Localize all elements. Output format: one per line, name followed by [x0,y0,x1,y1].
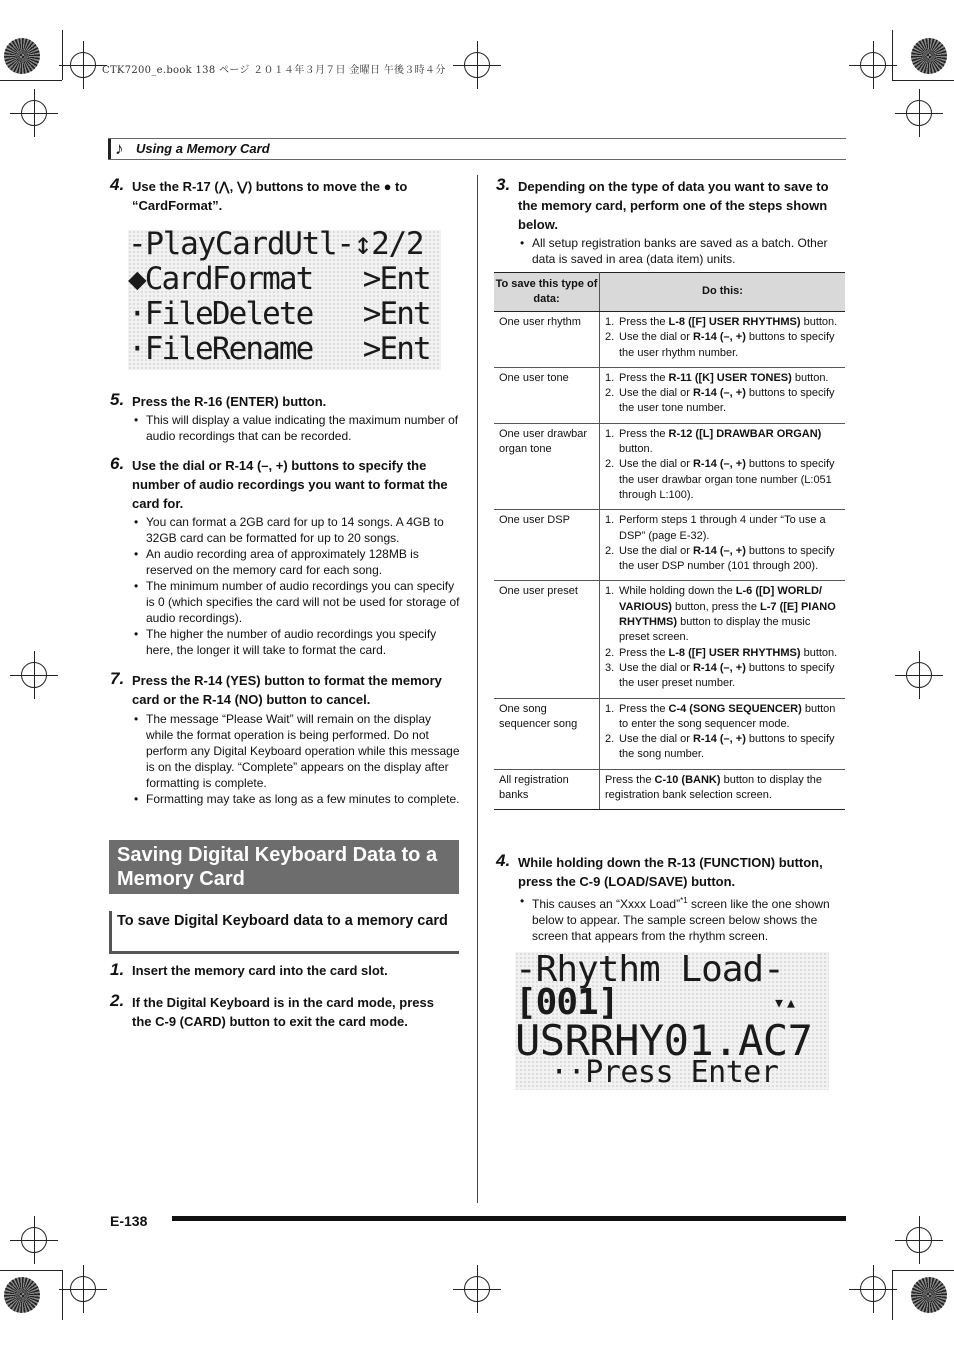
instructions-cell [600,510,846,581]
registration-mark [860,52,886,78]
instruction-text: Use the dial or [619,331,693,344]
bullet-item: • An audio recording area of approximately 128MB is reserved on the memory card for each song. [132,546,460,578]
color-target-top-right [911,38,947,74]
bullet-list [518,893,848,944]
instruction-text: While holding down the [619,585,736,598]
registration-mark [464,52,490,78]
step-text: Press the R-16 (ENTER) button. [132,394,327,409]
lcd-screen-card-util [128,230,441,370]
lcd-line: ·FileRename >Ent [128,331,430,367]
instruction-text: Use the dial or [619,733,693,746]
instruction-step [605,427,840,458]
registration-mark [906,100,932,126]
step-number: 1. [110,960,125,979]
page-number: E-138 [110,1213,148,1229]
running-header-title: Using a Memory Card [136,141,270,156]
step-number: 2. [110,991,125,1010]
lcd-line: -Rhythm Load- [515,952,784,990]
instructions-cell [600,367,846,423]
instruction-text: buttons to specify the user DSP number (101 through 200). [619,544,835,573]
instruction-step [605,330,840,361]
button-name: L-7 ([E] PIANO RHYTHMS) [619,600,836,629]
instructions-cell [600,769,846,810]
data-type-cell: One user preset [494,581,600,698]
data-type-table [494,272,845,810]
step-index: 1. [605,514,615,527]
header-tab-bar [108,139,111,159]
registration-mark [21,1227,47,1253]
instruction-step [605,386,840,417]
instruction-text: button. [791,371,829,384]
step-text: Use the dial or R-14 (–, +) buttons to specify the number of audio recordings you want to format the card for. [132,458,448,511]
table-row [494,423,845,509]
lcd-line: ·FileDelete >Ent [128,296,430,332]
instruction-list [605,584,840,691]
crop-mark [62,30,63,80]
instruction-step [605,513,840,544]
column-divider [477,175,478,1203]
color-target-top-left [4,38,40,74]
instruction-text: Use the dial or [619,458,693,471]
crop-mark [892,1270,893,1320]
step-index: 1. [605,316,615,328]
registration-mark [70,52,96,78]
running-header [108,138,846,160]
instruction-step [605,315,840,330]
color-target-bottom-right [911,1277,947,1313]
data-type-cell: One user DSP [494,510,600,581]
bullet-item: • The minimum number of audio recordings you can specify is 0 (which specifies the card will not be used for storage of audio recordings). [132,578,460,626]
lcd-line: -PlayCardUtl-↕2/2 [128,230,424,262]
step-number: 7. [110,669,125,688]
instruction-text: Use the dial or [619,544,693,557]
instruction-text: button. [619,443,653,456]
data-type-cell: All registration banks [494,769,600,810]
instruction-text: Press the [619,646,669,659]
color-target-bottom-left [4,1277,40,1313]
step-text: While holding down the R-13 (FUNCTION) button, press the C-9 (LOAD/SAVE) button. [518,855,823,889]
step-index: 1. [605,585,615,598]
instruction-step [605,661,840,692]
instruction-text: Press the [619,702,669,715]
step-number: 5. [110,390,125,409]
bullet-item: • You can format a 2GB card for up to 14 songs. A 4GB to 32GB card can be formatted for up to 20 songs. [132,514,460,546]
step-index: 2. [605,331,615,344]
registration-mark [21,662,47,688]
button-name: L-6 ([D] WORLD/ VARIOUS) [619,585,822,613]
instruction-text: Press the [619,316,669,328]
bullet-item: • The higher the number of audio recordings you specify here, the longer it will take to format the card. [132,626,460,658]
subsection-title: To save Digital Keyboard data to a memory card [109,911,459,954]
step-text: Press the R-14 (YES) button to format the memory card or the R-14 (NO) button to cancel. [132,673,442,707]
instruction-text: Press the [619,371,669,384]
bullet-list [132,514,460,658]
crop-mark [892,1270,954,1271]
button-name: R-14 (–, +) [692,733,746,746]
instruction-list [605,513,840,574]
registration-mark [70,1276,96,1302]
button-name: R-12 ([L] DRAWBAR ORGAN) [668,427,822,440]
step-number: 4. [496,851,511,870]
step-text: Depending on the type of data you want to save to the memory card, perform one of the steps shown below. [518,179,829,232]
table-row [494,510,845,581]
table-row [494,312,845,368]
data-type-cell: One user tone [494,367,600,423]
instruction-list [605,427,840,503]
instruction-text: buttons to specify the user tone number. [619,387,835,415]
crop-mark [892,80,954,81]
step-index: 2. [605,458,615,471]
lcd-line: [001] [515,982,619,1023]
lcd-screen-rhythm-load [515,952,829,1090]
instructions-cell [600,312,846,368]
button-name: R-14 (–, +) [692,544,746,557]
button-name: C-10 (BANK) [654,773,721,786]
print-header-info: CTK7200_e.book 138 ページ ２０１４年３月７日 金曜日 午後３時４分 [102,65,446,76]
registration-mark [464,1276,490,1302]
button-name: C-4 (SONG SEQUENCER) [668,702,802,715]
music-note-icon: ♪ [115,139,124,158]
bullet-list [518,235,848,267]
bullet-text: screen like the one shown below to appear. The sample screen below shows the screen that appears from the rhythm screen. [532,897,830,943]
bullet-list [132,711,460,807]
instruction-text: Press the [605,773,655,786]
step-number: 3. [496,175,511,194]
instruction-step [605,457,840,503]
data-type-cell: One user drawbar organ tone [494,423,600,509]
instructions-cell [600,581,846,698]
bullet-item: • All setup registration banks are saved as a batch. Other data is saved in area (data item) units. [518,235,848,267]
instruction-text: Press the [619,427,669,440]
instruction-text: buttons to specify the user rhythm number. [619,331,835,359]
instruction-text: Perform steps 1 through 4 under “To use a DSP” (page E-32). [619,514,826,542]
step-text: Use the R-17 (⋀, ⋁) buttons to move the ● to “CardFormat”. [132,179,408,213]
bullet-item: • The message “Please Wait” will remain on the display while the format operation is being performed. Do not perform any Digital Keyboard operation while this message is on the display. “Complete” appears on the display after formatting is complete. [132,711,460,791]
instruction-text: buttons to specify the user drawbar organ tone number (L:051 through L:100). [619,458,835,501]
bullet-list [132,412,460,444]
lcd-line: ◆CardFormat >Ent [128,261,430,297]
registration-mark [21,100,47,126]
instruction-step [605,544,840,575]
instructions-cell [600,698,846,769]
bullet-item [518,893,848,944]
step-index: 2. [605,544,615,557]
crop-mark [0,1270,62,1271]
instructions-cell [600,423,846,509]
lcd-arrow-icon: ▾▴ [773,990,798,1014]
instruction-step [605,371,840,386]
step-index: 1. [605,371,615,384]
button-name: R-14 (–, +) [692,661,746,674]
step-text: Insert the memory card into the card slot. [132,963,388,978]
instruction-text: Use the dial or [619,387,693,400]
instruction-step [605,646,840,661]
section-title: Saving Digital Keyboard Data to a Memory Card [109,840,459,894]
button-name: R-11 ([K] USER TONES) [668,371,792,384]
instruction-text: button. [800,646,838,659]
instruction-text: button to enter the song sequencer mode. [619,702,836,730]
button-name: L-8 ([F] USER RHYTHMS) [668,646,801,659]
registration-mark [906,1227,932,1253]
data-type-cell: One song sequencer song [494,698,600,769]
step-index: 3. [605,661,615,674]
table-header-row [494,273,845,312]
instruction-step [605,584,840,645]
table-header-type: To save this type of data: [494,273,600,312]
instruction-text: Use the dial or [619,661,693,674]
table-row [494,581,845,698]
table-row [494,769,845,810]
table-header-do: Do this: [600,273,846,312]
registration-mark [860,1276,886,1302]
footer-rule [172,1216,846,1221]
table-row [494,367,845,423]
lcd-line: USRRHY01.AC7 [515,1016,813,1065]
step-number: 4. [110,175,125,194]
step-index: 2. [605,733,615,746]
instruction-text: button. [800,316,838,328]
table-row [494,698,845,769]
instruction-list [605,702,840,763]
instruction-text: buttons to specify the song number. [619,733,835,761]
step-index: 2. [605,646,615,659]
bullet-item: • This will display a value indicating the maximum number of audio recordings that can be recorded. [132,412,460,444]
lcd-line: ··Press Enter [515,1055,779,1090]
footnote-ref: *1 [680,896,688,905]
step-index: 1. [605,702,615,715]
instruction-text: button to display the registration bank selection screen. [605,773,823,802]
crop-mark [62,1270,63,1320]
registration-mark [906,662,932,688]
instruction-text: button to display the music preset screen. [619,616,811,644]
button-name: R-14 (–, +) [692,331,746,344]
step-index: 1. [605,427,615,440]
step-index: 2. [605,387,615,400]
bullet-text: This causes an “Xxxx Load” [532,897,681,911]
crop-mark [0,80,62,81]
button-name: R-14 (–, +) [692,387,746,400]
instruction-text: button, press the [671,600,761,613]
bullet-item: • Formatting may take as long as a few minutes to complete. [132,791,460,807]
step-text: If the Digital Keyboard is in the card mode, press the C-9 (CARD) button to exit the card mode. [132,995,434,1029]
crop-mark [892,30,893,80]
data-type-cell: One user rhythm [494,312,600,368]
instruction-step [605,702,840,733]
instruction-text: buttons to specify the user preset number. [619,661,835,690]
instruction-list [605,371,840,417]
button-name: R-14 (–, +) [692,458,746,471]
button-name: L-8 ([F] USER RHYTHMS) [668,316,801,328]
instruction-step [605,732,840,763]
instruction-list [605,315,840,361]
step-number: 6. [110,454,125,473]
